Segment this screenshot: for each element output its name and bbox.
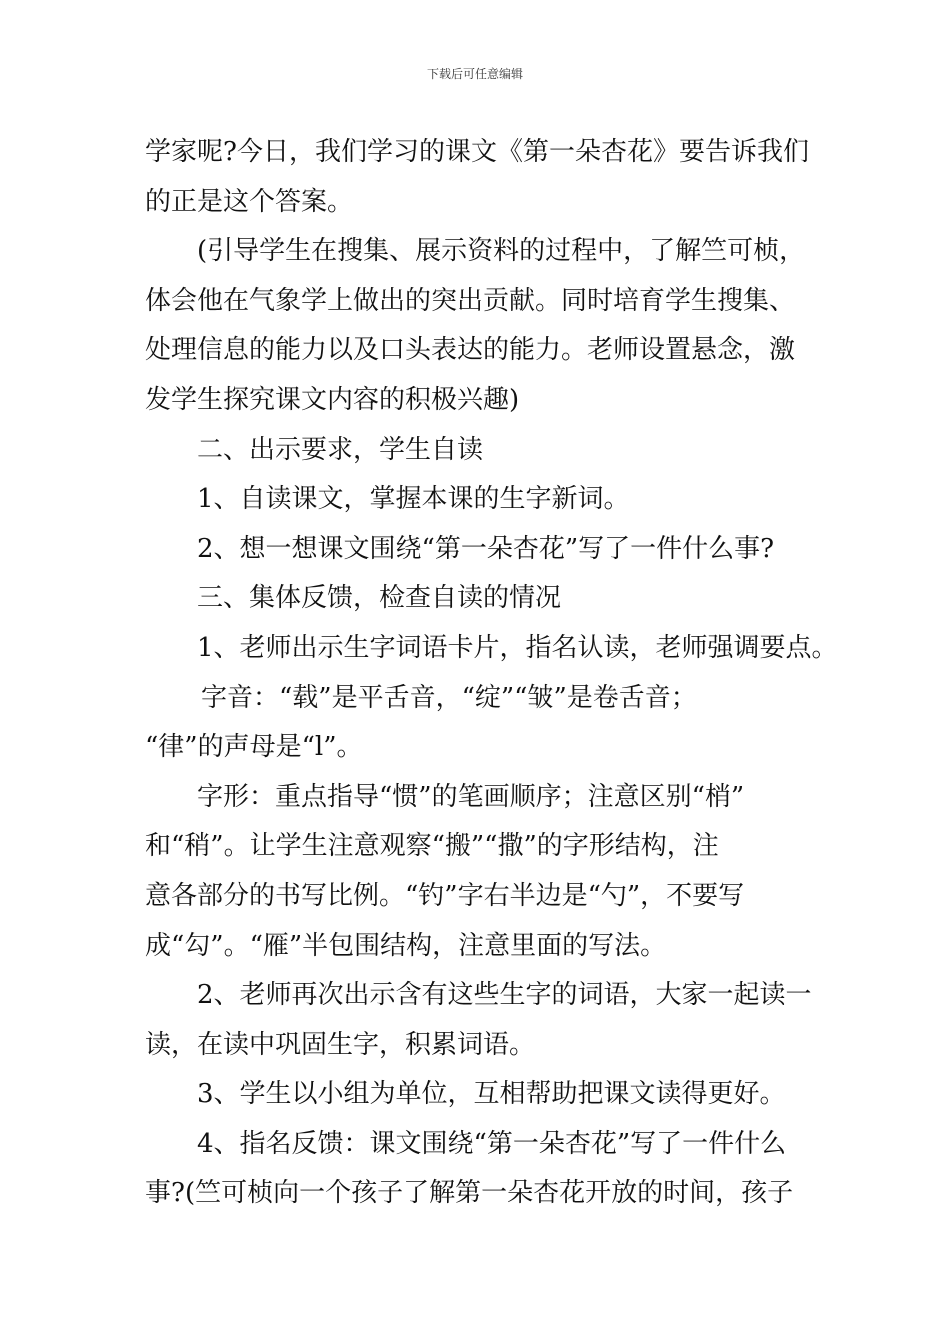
list-item: 4、指名反馈：课文围绕“第一朵杏花”写了一件什么: [197, 1128, 787, 1159]
list-item: 1、自读课文，掌握本课的生字新词。: [197, 484, 630, 515]
paragraph-line: 字音：“载”是平舌音，“绽”“皱”是卷舌音；: [201, 682, 697, 713]
paragraph-line: 事?(竺可桢向一个孩子了解第一朵杏花开放的时间，孩子: [145, 1178, 794, 1209]
list-item: 1、老师出示生字词语卡片，指名认读，老师强调要点。: [197, 632, 838, 663]
list-item: 2、想一想课文围绕“第一朵杏花”写了一件什么事?: [197, 533, 775, 564]
list-item: 3、学生以小组为单位，互相帮助把课文读得更好。: [197, 1079, 786, 1110]
paragraph-line: 处理信息的能力以及口头表达的能力。老师设置悬念，激: [145, 335, 796, 366]
page-header-note: 下载后可任意编辑: [426, 67, 523, 81]
paragraph-line: 体会他在气象学上做出的突出贡献。同时培育学生搜集、: [145, 285, 796, 316]
paragraph-line: 发学生探究课文内容的积极兴趣): [145, 384, 520, 415]
paragraph-line: (引导学生在搜集、展示资料的过程中，了解竺可桢，: [197, 236, 806, 267]
paragraph-line: 的正是这个答案。: [145, 186, 354, 217]
paragraph-line: “律”的声母是“l”。: [145, 732, 363, 763]
section-heading: 三、集体反馈，检查自读的情况: [197, 583, 562, 614]
paragraph-line: 读，在读中巩固生字，积累词语。: [145, 1029, 536, 1060]
section-heading: 二、出示要求，学生自读: [197, 434, 484, 465]
document-body: [145, 128, 838, 1219]
paragraph-line: 字形：重点指导“惯”的笔画顺序；注意区别“梢”: [197, 781, 745, 812]
paragraph-line: 和“稍”。让学生注意观察“搬”“撒”的字形结构，注: [145, 831, 719, 862]
list-item: 2、老师再次出示含有这些生字的词语，大家一起读一: [197, 980, 812, 1011]
paragraph-line: 学家呢?今日，我们学习的课文《第一朵杏花》要告诉我们: [145, 137, 809, 167]
paragraph-line: 意各部分的书写比例。“钓”字右半边是“勺”，不要写: [145, 880, 745, 911]
paragraph-line: 成“勾”。“雁”半包围结构，注意里面的写法。: [145, 930, 667, 961]
